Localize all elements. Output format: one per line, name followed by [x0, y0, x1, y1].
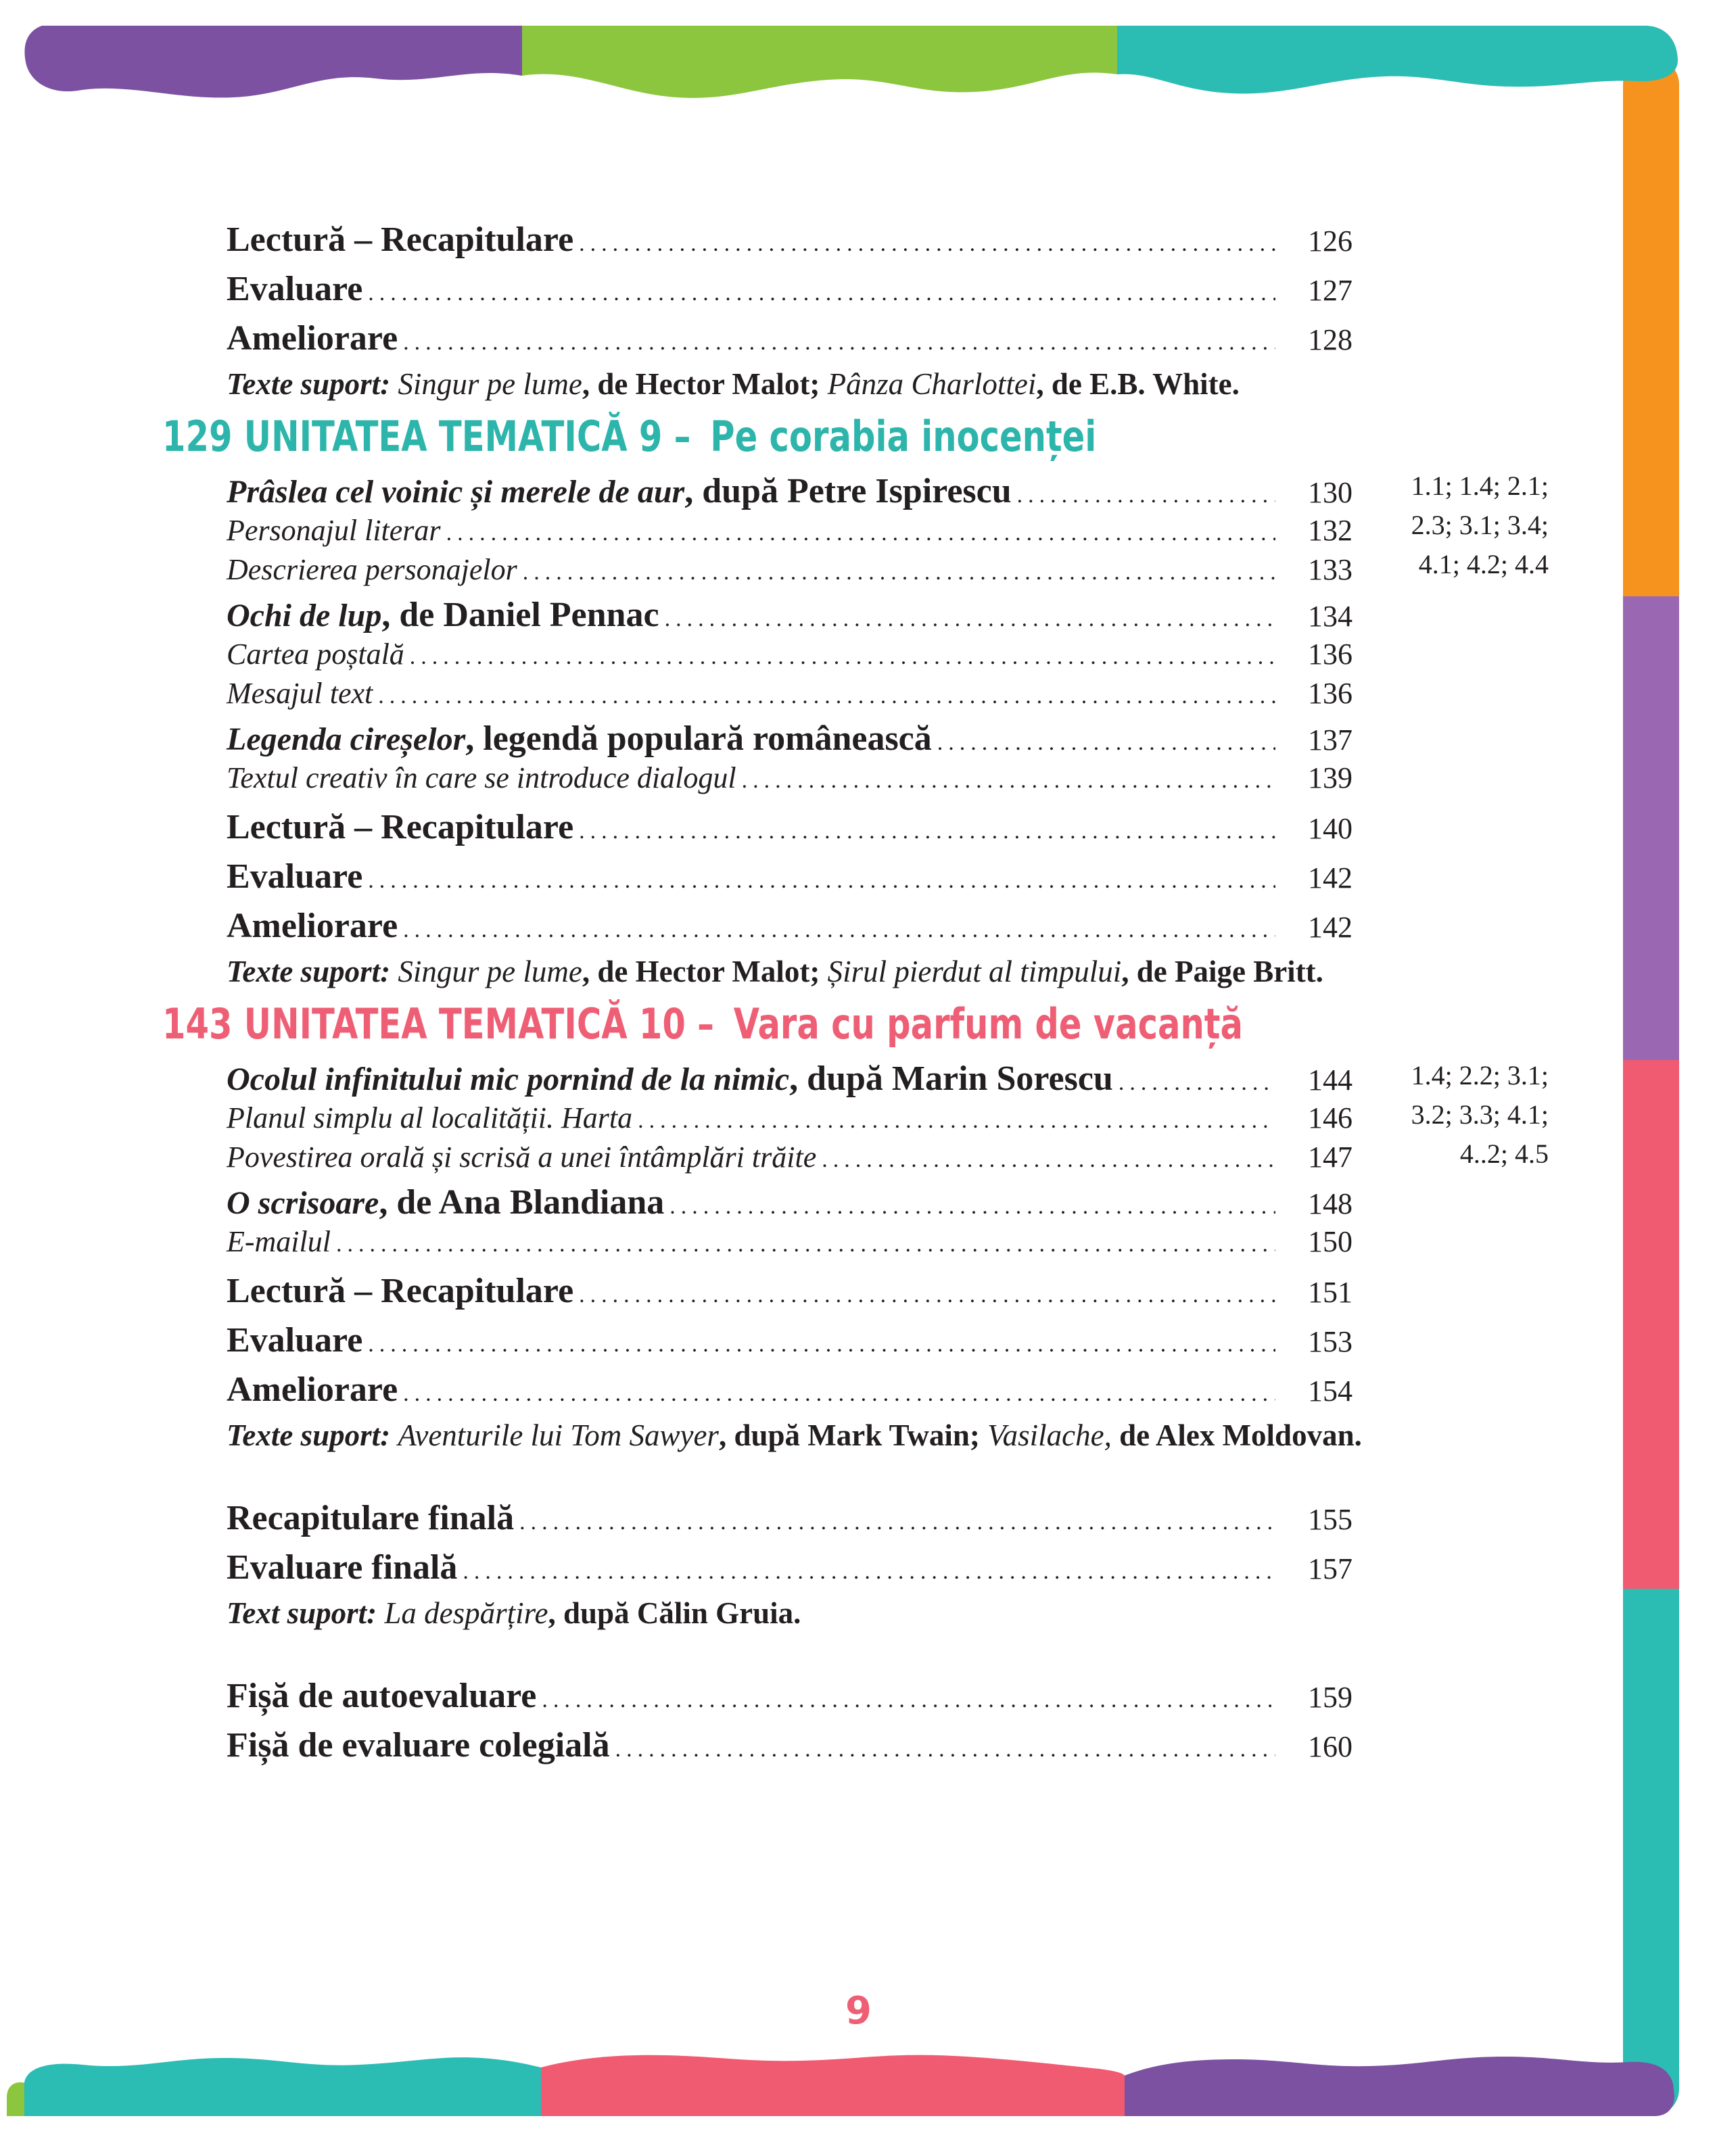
support-texts-row — [162, 364, 1353, 404]
competency-line: 4.1; 4.2; 4.4 — [1418, 549, 1549, 579]
toc-row — [162, 319, 1353, 358]
top-band-green-shape — [522, 26, 1117, 98]
support-author: , de Hector Malot; — [582, 955, 828, 988]
toc-row — [162, 220, 1353, 260]
unit-heading-number-title: 129 UNITATEA TEMATICĂ 9 – — [162, 412, 691, 461]
toc-row — [162, 1099, 1353, 1138]
leader-dots — [336, 1225, 1275, 1268]
unit-heading-10 — [162, 994, 1243, 1055]
row-title-rest: , de Daniel Pennac — [381, 596, 659, 634]
support-title: Singur pe lume — [398, 367, 582, 401]
toc-row — [162, 550, 1353, 590]
toc-row — [162, 1183, 1353, 1222]
bottom-wave-band — [0, 2047, 1717, 2156]
competency-line: 4..2; 4.5 — [1459, 1139, 1549, 1169]
support-texts-row — [162, 1416, 1362, 1455]
row-page-number: 133 — [1308, 553, 1353, 586]
leader-dots — [937, 723, 1275, 767]
toc-row — [162, 1548, 1353, 1587]
top-band-purple-shape — [24, 26, 522, 97]
row-page-number: 142 — [1308, 911, 1353, 944]
row-title: Textul creativ în care se introduce dialogul — [227, 761, 736, 794]
row-title: Lectură – Recapitulare — [227, 220, 574, 259]
row-title: O scrisoare — [227, 1185, 379, 1221]
row-page-number: 126 — [1308, 224, 1353, 258]
toc-row — [162, 808, 1353, 847]
toc-row — [162, 1321, 1353, 1360]
support-title: Singur pe lume — [398, 955, 582, 988]
bottom-band-pink-shape — [541, 2055, 1125, 2116]
support-author: de Alex Moldovan. — [1111, 1418, 1362, 1452]
competency-line: 2.3; 3.1; 3.4; — [1411, 510, 1549, 540]
leader-dots — [1119, 1063, 1275, 1107]
bottom-band-green-sliver — [7, 2082, 39, 2116]
competency-line: 1.4; 2.2; 3.1; — [1411, 1060, 1549, 1091]
toc-row — [162, 719, 1353, 759]
support-title: Aventurile lui Tom Sawyer — [398, 1418, 719, 1452]
competency-block-unit9 — [1380, 466, 1549, 584]
support-author: , de Paige Britt. — [1121, 955, 1323, 988]
toc-content — [162, 220, 1362, 1765]
leader-dots — [368, 861, 1275, 905]
bottom-band-teal-shape — [24, 2057, 541, 2116]
leader-dots — [410, 638, 1275, 681]
row-title: Planul simplu al localității. Harta — [227, 1101, 633, 1134]
row-page-number: 130 — [1308, 476, 1353, 509]
row-page-number: 148 — [1308, 1187, 1353, 1220]
row-page-number: 144 — [1308, 1063, 1353, 1097]
support-title: Pânza Charlottei — [827, 367, 1037, 401]
leader-dots — [463, 1552, 1275, 1596]
toc-row — [162, 472, 1353, 511]
right-bar-pink-segment — [1623, 1060, 1679, 1589]
row-title: Prâslea cel voinic și merele de aur — [227, 474, 685, 510]
row-title: Lectură – Recapitulare — [227, 1272, 574, 1310]
competency-block-unit10 — [1380, 1056, 1549, 1174]
row-page-number: 146 — [1308, 1101, 1353, 1134]
toc-row — [162, 857, 1353, 896]
row-page-number: 140 — [1308, 812, 1353, 845]
top-wave-band — [0, 0, 1717, 115]
row-page-number: 137 — [1308, 723, 1353, 757]
row-title-rest: , după Marin Sorescu — [789, 1059, 1113, 1098]
row-title: Evaluare finală — [227, 1548, 458, 1587]
row-page-number: 153 — [1308, 1325, 1353, 1358]
row-title: Cartea poștală — [227, 638, 404, 671]
top-band-teal-shape — [1117, 26, 1678, 93]
support-title: La despărțire — [384, 1596, 548, 1630]
row-title: Evaluare — [227, 1321, 363, 1360]
competency-line: 1.1; 1.4; 2.1; — [1411, 471, 1549, 501]
leader-dots — [579, 1276, 1275, 1319]
row-title: Lectură – Recapitulare — [227, 808, 574, 846]
leader-dots — [669, 1187, 1275, 1230]
support-author: , după Călin Gruia. — [548, 1596, 801, 1630]
row-page-number: 155 — [1308, 1503, 1353, 1536]
row-title-rest: , legendă populară românească — [465, 719, 932, 758]
row-title: Evaluare — [227, 857, 363, 896]
row-page-number: 127 — [1308, 274, 1353, 307]
row-page-number: 132 — [1308, 514, 1353, 547]
row-title: Fișă de autoevaluare — [227, 1677, 537, 1715]
support-author: , de Hector Malot; — [582, 367, 828, 401]
row-page-number: 157 — [1308, 1552, 1353, 1585]
leader-dots — [523, 553, 1275, 596]
leader-dots — [615, 1730, 1275, 1773]
toc-row — [162, 1726, 1353, 1765]
row-page-number: 147 — [1308, 1141, 1353, 1174]
unit-heading-subtitle: Vara cu parfum de vacanță — [733, 999, 1243, 1049]
row-title-rest: , de Ana Blandiana — [379, 1183, 665, 1222]
unit-heading-number-title: 143 UNITATEA TEMATICĂ 10 – — [162, 999, 714, 1049]
row-page-number: 139 — [1308, 761, 1353, 794]
row-page-number: 136 — [1308, 638, 1353, 671]
toc-row — [162, 1138, 1353, 1177]
row-title: Ameliorare — [227, 319, 398, 358]
toc-row — [162, 596, 1353, 635]
unit-heading-9 — [162, 406, 1114, 467]
row-title: Povestirea orală și scrisă a unei întâmplări trăite — [227, 1141, 817, 1174]
row-page-number: 142 — [1308, 861, 1353, 894]
row-title: Personajul literar — [227, 514, 441, 547]
row-page-number: 136 — [1308, 677, 1353, 710]
row-page-number: 151 — [1308, 1276, 1353, 1309]
row-title: Recapitulare finală — [227, 1499, 515, 1537]
leader-dots — [403, 1374, 1275, 1418]
leader-dots — [742, 761, 1275, 805]
footer-page-number: 9 — [845, 1989, 872, 2033]
bottom-band-purple-shape — [1125, 2057, 1674, 2116]
row-page-number: 150 — [1308, 1225, 1353, 1258]
support-lead: Texte suport: — [227, 367, 398, 401]
toc-row — [162, 1499, 1353, 1538]
leader-dots — [1017, 476, 1275, 519]
row-title: Legenda cireșelor — [227, 721, 466, 757]
support-texts-row — [162, 952, 1353, 991]
toc-row — [162, 674, 1353, 713]
row-title: Ocolul infinitului mic pornind de la nimic — [227, 1061, 790, 1097]
competency-line: 3.2; 3.3; 4.1; — [1411, 1099, 1549, 1130]
row-title: Ameliorare — [227, 1370, 398, 1409]
support-title: Șirul pierdut al timpului — [827, 955, 1122, 988]
row-title: Descrierea personajelor — [227, 553, 517, 586]
row-title: Ochi de lup — [227, 598, 382, 633]
leader-dots — [579, 224, 1275, 268]
row-title: Evaluare — [227, 270, 363, 308]
row-title: E-mailul — [227, 1225, 331, 1258]
row-page-number: 128 — [1308, 323, 1353, 356]
row-page-number: 159 — [1308, 1681, 1353, 1714]
unit-heading-subtitle: Pe corabia inocenței — [710, 412, 1097, 461]
support-author: , după Mark Twain; — [718, 1418, 988, 1452]
leader-dots — [822, 1141, 1275, 1184]
row-page-number: 154 — [1308, 1374, 1353, 1408]
leader-dots — [368, 1325, 1275, 1368]
row-title: Fișă de evaluare colegială — [227, 1726, 610, 1765]
toc-row — [162, 1222, 1353, 1262]
toc-row — [162, 759, 1353, 798]
toc-row — [162, 1677, 1353, 1716]
toc-row — [162, 1272, 1353, 1311]
leader-dots — [542, 1681, 1275, 1724]
row-page-number: 134 — [1308, 600, 1353, 633]
leader-dots — [378, 677, 1275, 720]
toc-row — [162, 1370, 1353, 1410]
leader-dots — [665, 600, 1275, 643]
support-lead: Text suport: — [227, 1596, 385, 1630]
right-bar-orange-segment — [1623, 57, 1679, 596]
leader-dots — [368, 274, 1275, 317]
toc-row — [162, 511, 1353, 550]
toc-row — [162, 635, 1353, 674]
toc-row — [162, 907, 1353, 946]
toc-row — [162, 1059, 1353, 1099]
row-title-rest: , după Petre Ispirescu — [684, 472, 1012, 510]
support-title: Vasilache, — [987, 1418, 1112, 1452]
row-page-number: 160 — [1308, 1730, 1353, 1763]
row-title: Mesajul text — [227, 677, 373, 710]
leader-dots — [403, 911, 1275, 954]
toc-row — [162, 270, 1353, 309]
leader-dots — [403, 323, 1275, 366]
support-texts-row — [162, 1594, 1353, 1633]
support-lead: Texte suport: — [227, 955, 398, 988]
support-lead: Texte suport: — [227, 1418, 398, 1452]
right-color-bar — [1623, 57, 1679, 2116]
leader-dots — [519, 1503, 1275, 1546]
leader-dots — [579, 812, 1275, 855]
row-title: Ameliorare — [227, 907, 398, 945]
support-author: , de E.B. White. — [1036, 367, 1240, 401]
right-bar-teal-segment — [1623, 1589, 1679, 2116]
right-bar-purple-segment — [1623, 596, 1679, 1060]
leader-dots — [446, 514, 1275, 557]
